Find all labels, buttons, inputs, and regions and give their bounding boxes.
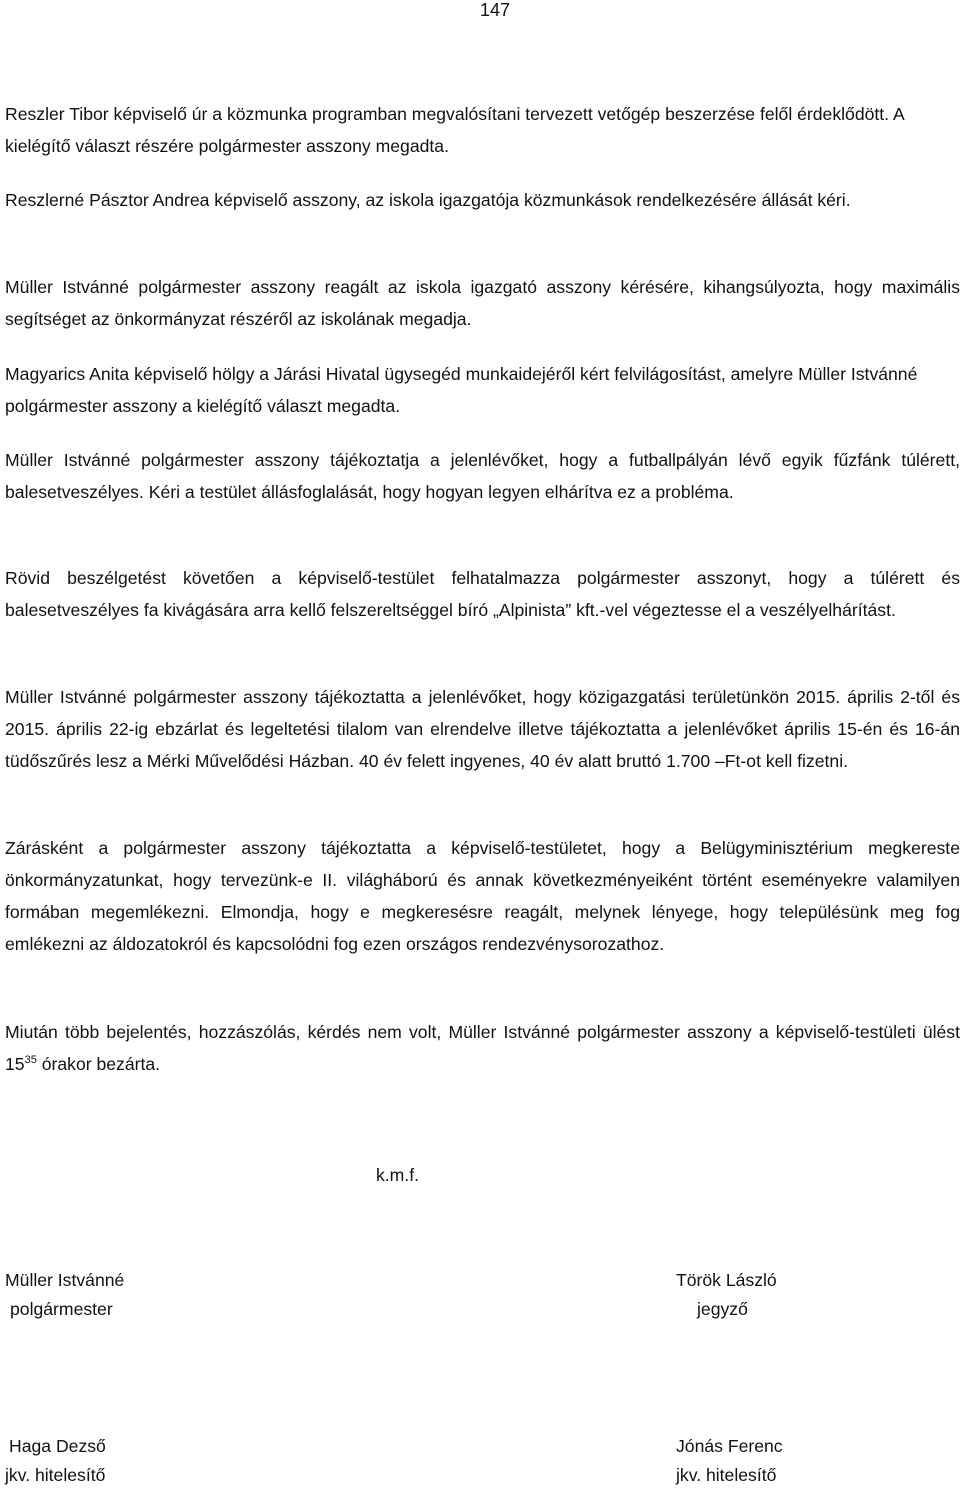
paragraph-2: Reszlerné Pásztor Andrea képviselő asszony, az iskola igazgatója közmunkások rendelkezésére állását kéri. xyxy=(5,190,851,210)
signature-verifier-1 xyxy=(5,1432,106,1490)
closing-text: Miután több bejelentés, hozzászólás, kérdés nem volt, Müller Istvánné polgármester asszony a képviselő-testületi ülést 15 xyxy=(5,1022,960,1074)
signature-name: Török László xyxy=(676,1270,777,1290)
signature-name: Müller Istvánné xyxy=(5,1270,125,1290)
paragraph-6: Rövid beszélgetést követően a képviselő-testület felhatalmazza polgármester asszonyt, hogy a túlérett és balesetveszélyes fa kivágására arra kellő felszereltséggel bíró „Alpinista” kft.-vel végeztesse el a veszélyelhárítást. xyxy=(5,568,960,620)
signature-title: jkv. hitelesítő xyxy=(676,1465,777,1485)
signature-mayor xyxy=(5,1266,124,1324)
signature-title: polgármester xyxy=(10,1299,113,1319)
signature-title: jkv. hitelesítő xyxy=(5,1465,106,1485)
closing-text-end: órakor bezárta. xyxy=(36,1054,161,1074)
closing-time-minutes: 35 xyxy=(24,1054,37,1067)
signature-title: jegyző xyxy=(697,1299,748,1319)
signature-name: Jónás Ferenc xyxy=(676,1436,783,1456)
paragraph-4: Magyarics Anita képviselő hölgy a Járási Hivatal ügysegéd munkaidejéről kért felvilágosítást, amelyre Müller Istvánné polgármester asszony a kielégítő választ megadta. xyxy=(5,364,918,416)
paragraph-8: Zárásként a polgármester asszony tájékoztatta a képviselő-testületet, hogy a Belügyminisztérium megkereste önkormányzatunkat, hogy tervezünk-e II. világháború és annak következményeiként történt eseményekre valamilyen formában megemlékezni. Elmondja, hogy e megkeresésre reagált, melynek lényege, hogy településünk meg fog emlékezni az áldozatokról és kapcsolódni fog ezen országos rendezvénysorozathoz. xyxy=(5,838,960,954)
page-number: 147 xyxy=(479,0,511,20)
signature-verifier-2 xyxy=(676,1432,783,1490)
paragraph-7: Müller Istvánné polgármester asszony tájékoztatta a jelenlévőket, hogy közigazgatási területünkön 2015. április 2-től és 2015. április 22-ig ebzárlat és legeltetési tilalom van elrendelve illetve tájékoztatta a jelenlévőket április 15-én és 16-án tüdőszűrés lesz a Mérki Művelődési Házban. 40 év felett ingyenes, 40 év alatt bruttó 1.700 –Ft-ot kell fizetni. xyxy=(5,687,960,771)
signature-notary xyxy=(676,1266,777,1324)
closing-paragraph xyxy=(5,1016,960,1080)
paragraph-3: Müller Istvánné polgármester asszony reagált az iskola igazgató asszony kérésére, kihangsúlyozta, hogy maximális segítséget az önkormányzat részéről az iskolának megadja. xyxy=(5,277,960,329)
paragraph-1: Reszler Tibor képviselő úr a közmunka programban megvalósítani tervezett vetőgép beszerzése felől érdeklődött. A kielégítő választ részére polgármester asszony megadta. xyxy=(5,104,904,156)
paragraph-5: Müller Istvánné polgármester asszony tájékoztatja a jelenlévőket, hogy a futballpályán lévő egyik fűzfánk túlérett, balesetveszélyes. Kéri a testület állásfoglalását, hogy hogyan legyen elhárítva ez a probléma. xyxy=(5,450,960,502)
signature-name: Haga Dezső xyxy=(9,1436,106,1456)
kmf-label: k.m.f. xyxy=(376,1165,420,1185)
